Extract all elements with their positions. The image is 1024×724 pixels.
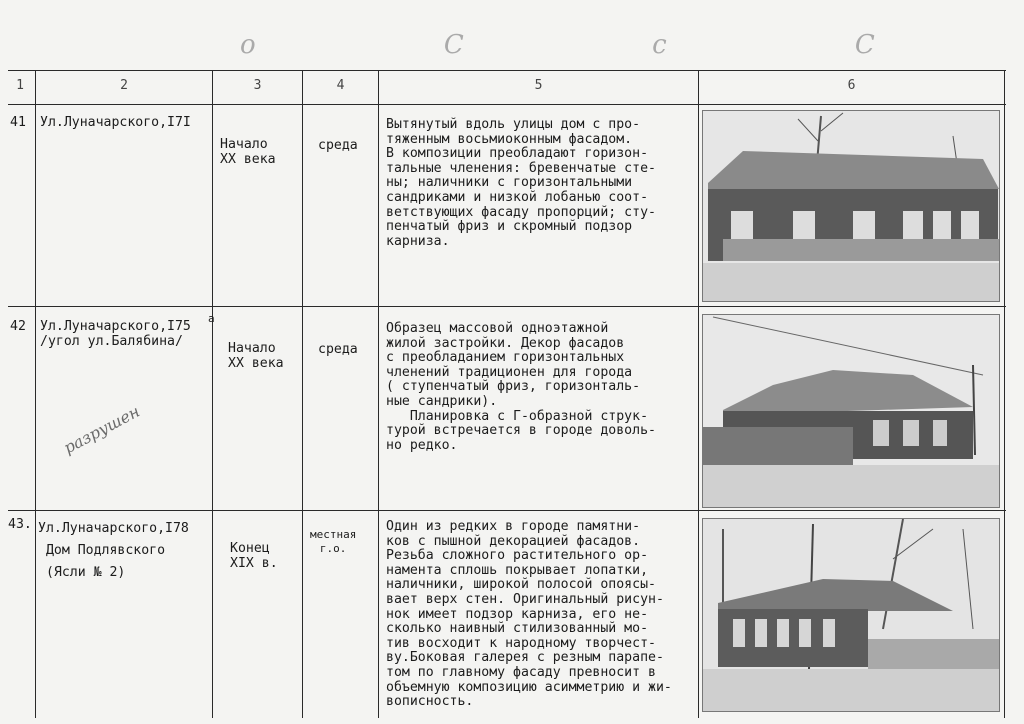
row-41-period: Начало XX века	[220, 137, 276, 167]
photo-decorated-house-with-trees-icon	[703, 519, 999, 711]
row-43-photo	[702, 518, 1000, 712]
photo-one-storey-log-house-icon	[703, 111, 999, 301]
row-42-handwritten-note: разрушен	[60, 401, 143, 458]
row-42-address-sup: а	[208, 312, 215, 325]
top-marks: о С с С	[240, 30, 965, 60]
rule-top	[8, 70, 1006, 71]
row-43-number: 43.	[8, 517, 32, 532]
column-header-1: 1	[16, 78, 24, 93]
row-41-category: среда	[318, 138, 358, 153]
photo-corner-house-with-fence-icon	[703, 315, 999, 507]
row-41-address: Ул.Луначарского,I7I	[40, 115, 191, 130]
col-rule-5	[698, 70, 699, 718]
row-43-category: местная г.о.	[310, 528, 357, 555]
column-header-4: 4	[336, 78, 345, 93]
column-header-2: 2	[120, 78, 128, 93]
column-header-3: 3	[253, 78, 262, 93]
rule-header	[8, 104, 1006, 105]
col-rule-6	[1004, 70, 1005, 718]
row-42-description: Образец массовой одноэтажной жилой застройки. Декор фасадов с преобладанием горизонтальных членений традиционен для города ( ступенчатый фриз, горизонталь- ные сандрики). Планировка с Г-образной струк- турой встречается в городе доволь- но редко.	[386, 321, 656, 453]
col-rule-1	[35, 70, 36, 718]
row-42-photo	[702, 314, 1000, 508]
row-43-description: Один из редких в городе памятни- ков с пышной декорацией фасадов. Резьба сложного растительного ор- намента сплошь покрывает лопатки, наличники, широкой полосой опоясы- вает верх стен. Оригинальный рисун- нок имеет подзор карниза, его не- сколько наивный стилизованный мо- тив восходит к народному творчест- ву.Боковая галерея с резным парапе- том по главному фасаду превносит в объемную композицию асимметрию и жи- вописность.	[386, 519, 672, 710]
row-42-address: Ул.Луначарского,I75 /угол ул.Балябина/	[40, 319, 191, 349]
row-42-period: Начало XX века	[228, 341, 284, 371]
row-42-category: среда	[318, 342, 358, 357]
column-header-5: 5	[534, 78, 543, 93]
row-41-description: Вытянутый вдоль улицы дом с про- тяженным восьмиоконным фасадом. В композиции преобладают горизон- тальные членения: бревенчатые сте- ны; наличники с горизонтальными сандриками и низкой лобанью соот- ветствующих фасаду пропорций; сту- пенчатый фриз и скромный подзор карниза.	[386, 117, 656, 249]
row-41-number: 41	[10, 115, 26, 130]
row-41-photo	[702, 110, 1000, 302]
row-42-number: 42	[10, 319, 26, 334]
row-43-period: Конец XIX в.	[230, 541, 278, 571]
col-rule-2	[212, 70, 213, 718]
row-43-address: Ул.Луначарского,I78 Дом Подлявского (Ясли № 2)	[38, 521, 189, 580]
column-header-6: 6	[847, 78, 856, 93]
col-rule-4	[378, 70, 379, 718]
rule-row-41	[8, 306, 1006, 307]
rule-row-42	[8, 510, 1006, 511]
col-rule-3	[302, 70, 303, 718]
